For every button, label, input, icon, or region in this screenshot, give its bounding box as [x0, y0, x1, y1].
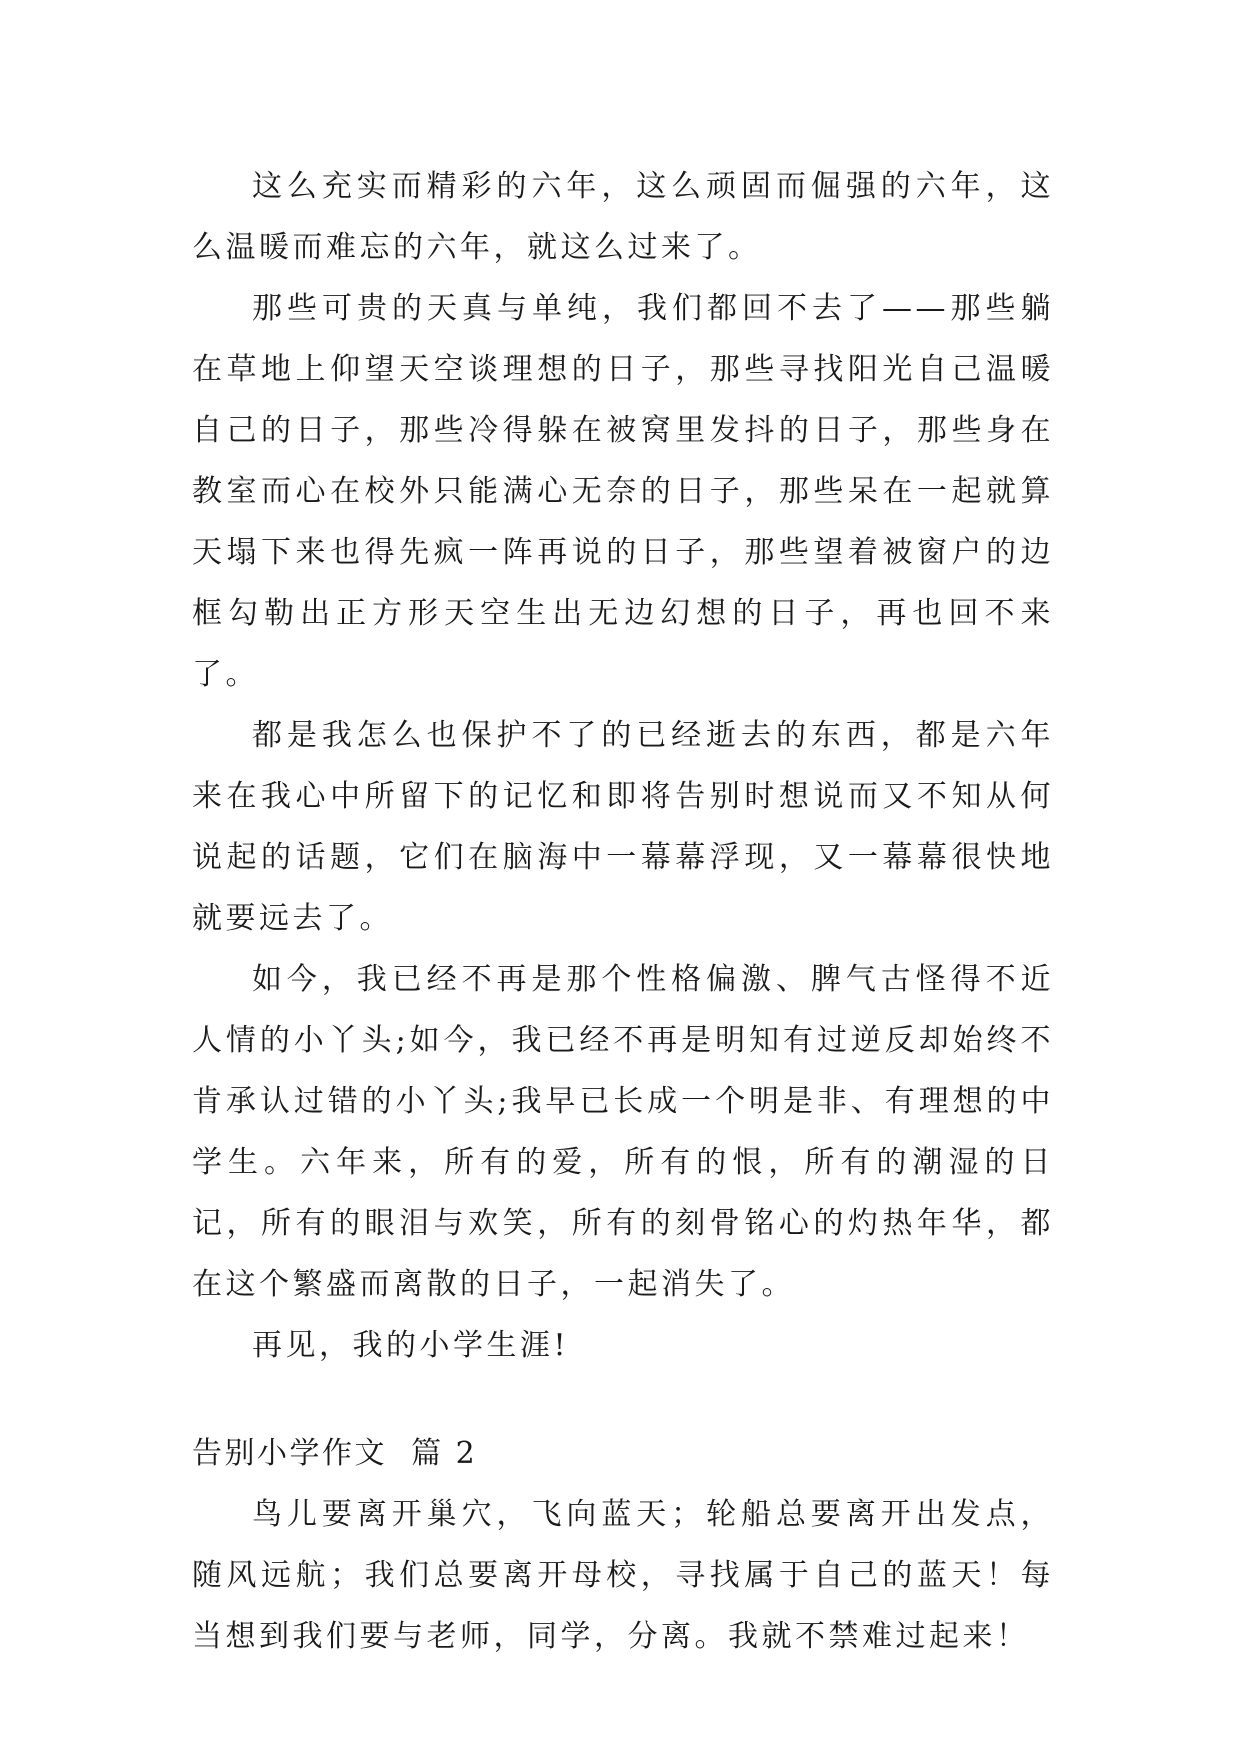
- section-paragraph-1: 鸟儿要离开巢穴，飞向蓝天；轮船总要离开出发点，随风远航；我们总要离开母校，寻找属于自己的蓝天！每当想到我们要与老师，同学，分离。我就不禁难过起来！: [192, 1497, 1054, 1654]
- paragraph-2: 那些可贵的天真与单纯，我们都回不去了——那些躺在草地上仰望天空谈理想的日子，那些寻找阳光自己温暖自己的日子，那些冷得躲在被窝里发抖的日子，那些身在教室而心在校外只能满心无奈的日子，那些呆在一起就算天塌下来也得先疯一阵再说的日子，那些望着被窗户的边框勾勒出正方形天空生出无边幻想的日子，再也回不来了。: [192, 291, 1054, 692]
- paragraph-1: 这么充实而精彩的六年，这么顽固而倔强的六年，这么温暖而难忘的六年，就这么过来了。: [192, 169, 1054, 265]
- paragraph-5: 再见，我的小学生涯!: [252, 1328, 570, 1363]
- section-title: 告别小学作文 篇 2: [192, 1436, 478, 1471]
- paragraph-3: 都是我怎么也保护不了的已经逝去的东西，都是六年来在我心中所留下的记忆和即将告别时想说而又不知从何说起的话题，它们在脑海中一幕幕浮现，又一幕幕很快地就要远去了。: [192, 718, 1054, 936]
- document-body: [192, 156, 1054, 1667]
- paragraph-4: 如今，我已经不再是那个性格偏激、脾气古怪得不近人情的小丫头;如今，我已经不再是明知有过逆反却始终不肯承认过错的小丫头;我早已长成一个明是非、有理想的中学生。六年来，所有的爱，所有的恨，所有的潮湿的日记，所有的眼泪与欢笑，所有的刻骨铭心的灼热年华，都在这个繁盛而离散的日子，一起消失了。: [192, 962, 1054, 1302]
